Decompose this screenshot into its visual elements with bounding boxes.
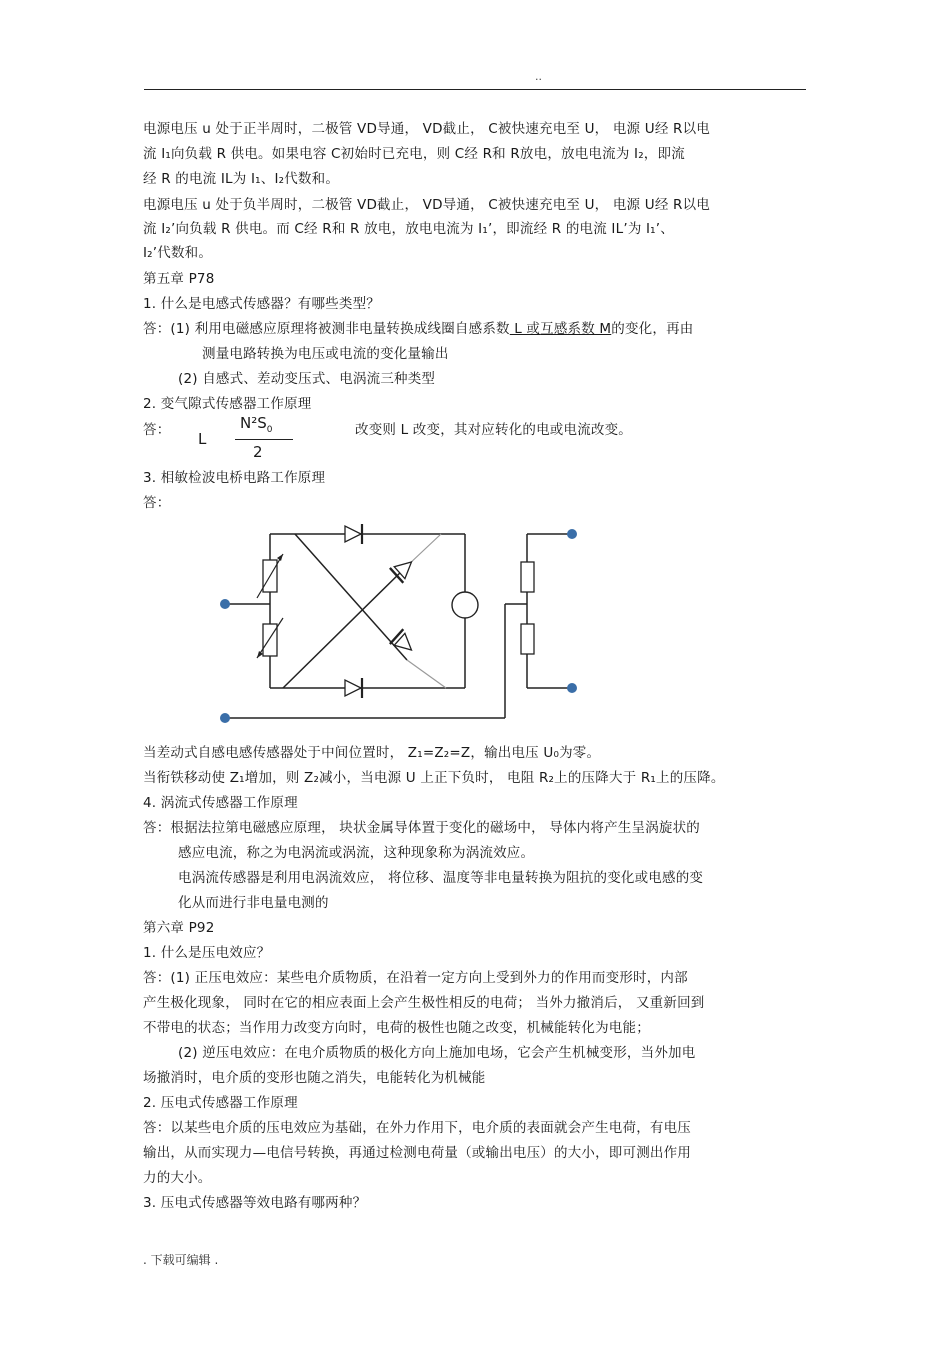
variable-resistor-icon [257, 618, 283, 658]
answer-line: 产生极化现象， 同时在它的相应表面上会产生极性相反的电荷； 当外力撤消后， 又重新回到 [143, 995, 705, 1011]
answer-text: 答：(1) 利用电磁感应原理将被测非电量转换成线圈自感系数 [143, 321, 510, 337]
answer-prefix: 答： [143, 422, 171, 438]
resistor-icon [521, 562, 534, 592]
chapter-heading: 第六章 P92 [143, 920, 215, 936]
question-heading: 4. 涡流式传感器工作原理 [143, 795, 298, 811]
resistor-icon [521, 624, 534, 654]
paragraph-line: 流 I₂’向负载 R 供电。而 C经 R和 R 放电，放电电流为 I₁’，即流经 R 的电流 IL’为 I₁’、 [143, 221, 674, 237]
question-heading: 1. 什么是压电效应？ [143, 945, 271, 961]
question-heading: 3. 相敏检波电桥电路工作原理 [143, 470, 326, 486]
formula-numerator: $N^2S_0$ [240, 414, 273, 435]
question-heading: 2. 变气隙式传感器工作原理 [143, 396, 312, 412]
underlined-text: L 或 [509, 321, 541, 337]
header-rule [144, 89, 806, 90]
answer-text: 的变化，再由 [611, 321, 694, 337]
underlined-text: 互感系数 M [540, 321, 612, 337]
formula-denominator: 2 [253, 443, 263, 461]
answer-line [143, 319, 693, 339]
answer-line: 当衔铁移动使 Z₁增加，则 Z₂减小，当电源 U 上正下负时， 电阻 R₂上的压降大于 R₁上的压降。 [143, 770, 725, 786]
answer-line: 输出，从而实现力—电信号转换，再通过检测电荷量（或输出电压）的大小，即可测出作用 [143, 1145, 691, 1161]
answer-line: 答：以某些电介质的压电效应为基础，在外力作用下，电介质的表面就会产生电荷，有电压 [143, 1120, 691, 1136]
answer-line: 当差动式自感电感传感器处于中间位置时， Z₁=Z₂=Z，输出电压 U₀为零。 [143, 745, 601, 761]
formula-lhs: L [198, 430, 207, 448]
paragraph-line: 电源电压 u 处于正半周时，二极管 VD导通， VD截止， C被快速充电至 U， 电源 U经 R以电 [143, 121, 711, 137]
terminal-icon [220, 713, 230, 723]
answer-line: 感应电流，称之为电涡流或涡流，这种现象称为涡流效应。 [178, 845, 535, 861]
variable-resistor-icon [257, 554, 283, 598]
answer-line: 电涡流传感器是利用电涡流效应， 将位移、温度等非电量转换为阻抗的变化或电感的变 [178, 870, 704, 886]
answer-line: 力的大小。 [143, 1170, 212, 1186]
grey-diagonals [407, 534, 446, 688]
diode-icon [390, 629, 418, 657]
inductance-formula [195, 414, 305, 464]
answer-line: (2) 自感式、差动变压式、电涡流三种类型 [178, 371, 436, 387]
chapter-heading: 第五章 P78 [143, 271, 215, 287]
terminal-icon [220, 599, 230, 609]
answer-line: 测量电路转换为电压或电流的变化量输出 [202, 346, 449, 362]
paragraph-line: I₂’代数和。 [143, 245, 213, 261]
answer-line: 化从而进行非电量电测的 [178, 895, 329, 911]
answer-text: 改变则 L 改变，其对应转化的电或电流改变。 [355, 422, 633, 438]
question-heading: 1. 什么是电感式传感器？有哪些类型？ [143, 296, 380, 312]
fraction-bar [235, 439, 293, 440]
paragraph-line: 流 I₁向负载 R 供电。如果电容 C初始时已充电，则 C经 R和 R放电，放电电流为 I₂，即流 [143, 146, 685, 162]
terminal-icon [567, 529, 577, 539]
terminal-icon [567, 683, 577, 693]
page-footer: . 下载可编辑 . [143, 1253, 219, 1267]
answer-line: 答：(1) 正压电效应：某些电介质物质，在沿着一定方向上受到外力的作用而变形时，内部 [143, 970, 688, 986]
question-heading: 3. 压电式传感器等效电路有哪两种？ [143, 1195, 367, 1211]
diode-icon [345, 678, 362, 698]
answer-line: 答：根据法拉第电磁感应原理， 块状金属导体置于变化的磁场中， 导体内将产生呈涡旋状的 [143, 820, 700, 836]
paragraph-line: 电源电压 u 处于负半周时，二极管 VD截止， VD导通， C被快速充电至 U， 电源 U经 R以电 [143, 197, 711, 213]
answer-line: 场撤消时，电介质的变形也随之消失，电能转化为机械能 [143, 1070, 486, 1086]
diode-icon [345, 524, 362, 544]
phase-sensitive-bridge-circuit [215, 520, 595, 735]
answer-line: 不带电的状态；当作用力改变方向时，电荷的极性也随之改变，机械能转化为电能； [143, 1020, 650, 1036]
header-dots: .. [535, 70, 542, 83]
paragraph-line: 经 R 的电流 IL为 I₁、I₂代数和。 [143, 171, 340, 187]
question-heading: 2. 压电式传感器工作原理 [143, 1095, 298, 1111]
answer-line: (2) 逆压电效应：在电介质物质的极化方向上施加电场，它会产生机械变形，当外加电 [178, 1045, 696, 1061]
meter-icon [452, 592, 478, 618]
answer-prefix: 答： [143, 495, 171, 511]
